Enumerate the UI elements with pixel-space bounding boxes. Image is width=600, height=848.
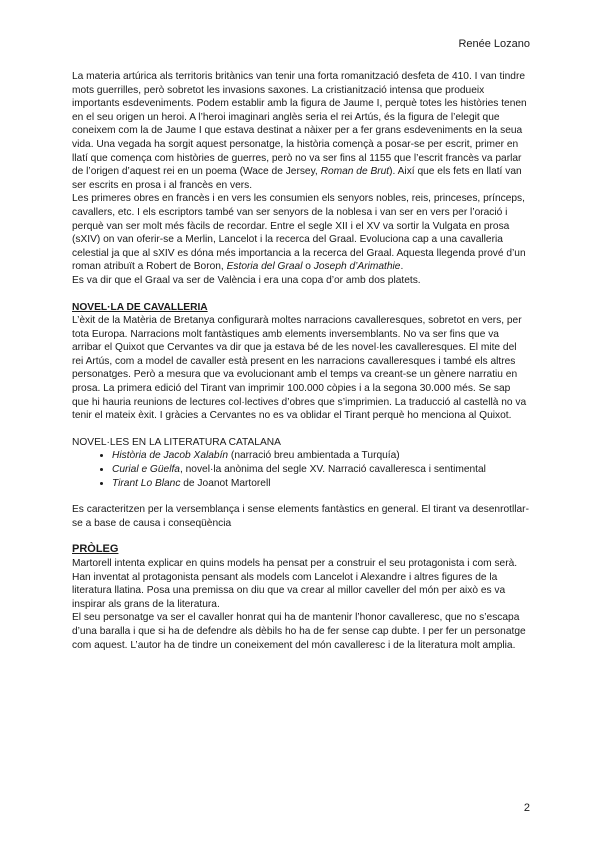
intro-paragraph-2 — [72, 192, 530, 274]
text-run: , novel·la anònima del segle XV. Narració cavalleresca i sentimental — [179, 464, 486, 476]
page-number: 2 — [523, 802, 530, 814]
text-run: o — [302, 261, 314, 273]
heading-novella-cavalleria: NOVEL·LA DE CAVALLERIA — [72, 301, 208, 313]
heading-novelles-catalanes: NOVEL·LES EN LA LITERATURA CATALANA — [72, 436, 281, 448]
novelles-list — [72, 449, 530, 490]
intro-paragraph-1 — [72, 70, 530, 192]
author-header: Renée Lozano — [458, 38, 530, 50]
italic-text: Roman de Brut — [320, 166, 390, 178]
text-run: de Joanot Martorell — [180, 477, 271, 489]
heading-proleg: PRÒLEG — [72, 543, 119, 556]
proleg-paragraph-1: Martorell intenta explicar en quins models ha pensat per a construir el seu protagonista i com serà. Han inventat al protagonista pensant als models com Lancelot i Alexandre i altres figures de la literatura llatina. Posa una premissa on diu que va crear al millor caveller del món per això es va inspirar als grans de la literatura. — [72, 558, 518, 610]
text-run: La materia artúrica als territoris britànics van tenir una forta romanització desfeta de 410. I van tindre mots guerrilles, però sobretot les invasions saxones. La cristianització intensa que produeix importants esdeveniments. Podem establir amb la figura de Jaume I, perquè totes les històries tenen en el seu origen un heroi. A l’heroi imaginari anglès seria el rei Artús, és la figura de l’elegit que coneixem com la de Jaume I que estava destinat a nàixer per a fer grans esdeveniments en la seua vida. Una vegada ha sorgit aquest personatge, la història començà a posar-se per escrit, primer en llatí que comença com històries de guerres, però no va ser fins al 1155 que l’escrit francès va parlar de l’origen d’aquest rei en un poema (Wace de Jersey, — [72, 71, 527, 178]
italic-text: Estoria del Graal — [226, 261, 303, 273]
list-item — [112, 477, 530, 491]
text-run: (narració breu ambientada a Turquía) — [228, 450, 400, 462]
list-item — [112, 463, 530, 477]
italic-text: Joseph d’Arimathie — [313, 261, 401, 273]
italic-text: Curial e Güelfa — [112, 464, 180, 476]
novella-paragraph: L’èxit de la Matèria de Bretanya configurarà moltes narracions cavalleresques, sobretot en vers, per tota Europa. Narracions molt fantàstiques amb elements inversemblants. No va ser fins que va arribar el Quixot que Cervantes va dir que ja estava bé de les novel·les cavalleresques. El mite del rei Artús, com a model de cavaller està present en les narracions cavalleresques i també els altres personatges. Però a mesura que va evolucionant amb el temps va creant-se un gènere narratiu en prosa. La primera edició del Tirant van imprimir 100.000 còpies i a la segona 30.000 més. Se sap que hi hauria reunions de lectures col·lectives d’obres que s’imprimien. La traducció al castellà no va tenir el mateix èxit. I gràcies a Cervantes no es va oblidar el Tirant perquè ho menciona al Quixot. — [72, 315, 527, 422]
proleg-paragraph-2: El seu personatge va ser el cavaller honrat qui ha de mantenir l’honor cavalleresc, que no s’escapa d’una baralla i que si ha de defendre als dèbils ho ha de fer sense cap dubte. I per fer un personatge com aquest. L’autor ha de tindre un coneixement del món cavalleresc i de la literatura molt amplia. — [72, 612, 526, 651]
list-item — [112, 449, 530, 463]
italic-text: Tirant Lo Blanc — [112, 477, 181, 489]
text-run: Les primeres obres en francès i en vers les consumien els senyors nobles, reis, princeses, prínceps, cavallers, etc. I els escriptors també van ser senyors de la noblesa i van ser en vers per l’oració i perquè van ser molt més fàcils de recordar. Entre el segle XII i el XV va sortir la Vulgata en prosa (sXIV) on van oferir-se a Merlin, Lancelot i la recerca del Graal. Evoluciona cap a una cavalleria celestial ja que al sXIV es dóna més importancia a la recerca del Graal. Aquesta llegenda prové d’un roman atribuït a Robert de Boron, — [72, 193, 526, 273]
catalan-summary-paragraph: Es caracteritzen per la versemblança i sense elements fantàstics en general. El tirant va desenrotllar-se a base de causa i conseqüència — [72, 504, 529, 529]
intro-paragraph-3: Es va dir que el Graal va ser de València i era una copa d’or amb dos platets. — [72, 274, 421, 286]
document-body — [72, 70, 530, 652]
text-run: . — [400, 261, 404, 273]
italic-text: Història de Jacob Xalabín — [112, 450, 229, 462]
text-run: ). Així que els fets en llatí van ser escrits en prosa i al francès en vers. — [72, 166, 522, 191]
